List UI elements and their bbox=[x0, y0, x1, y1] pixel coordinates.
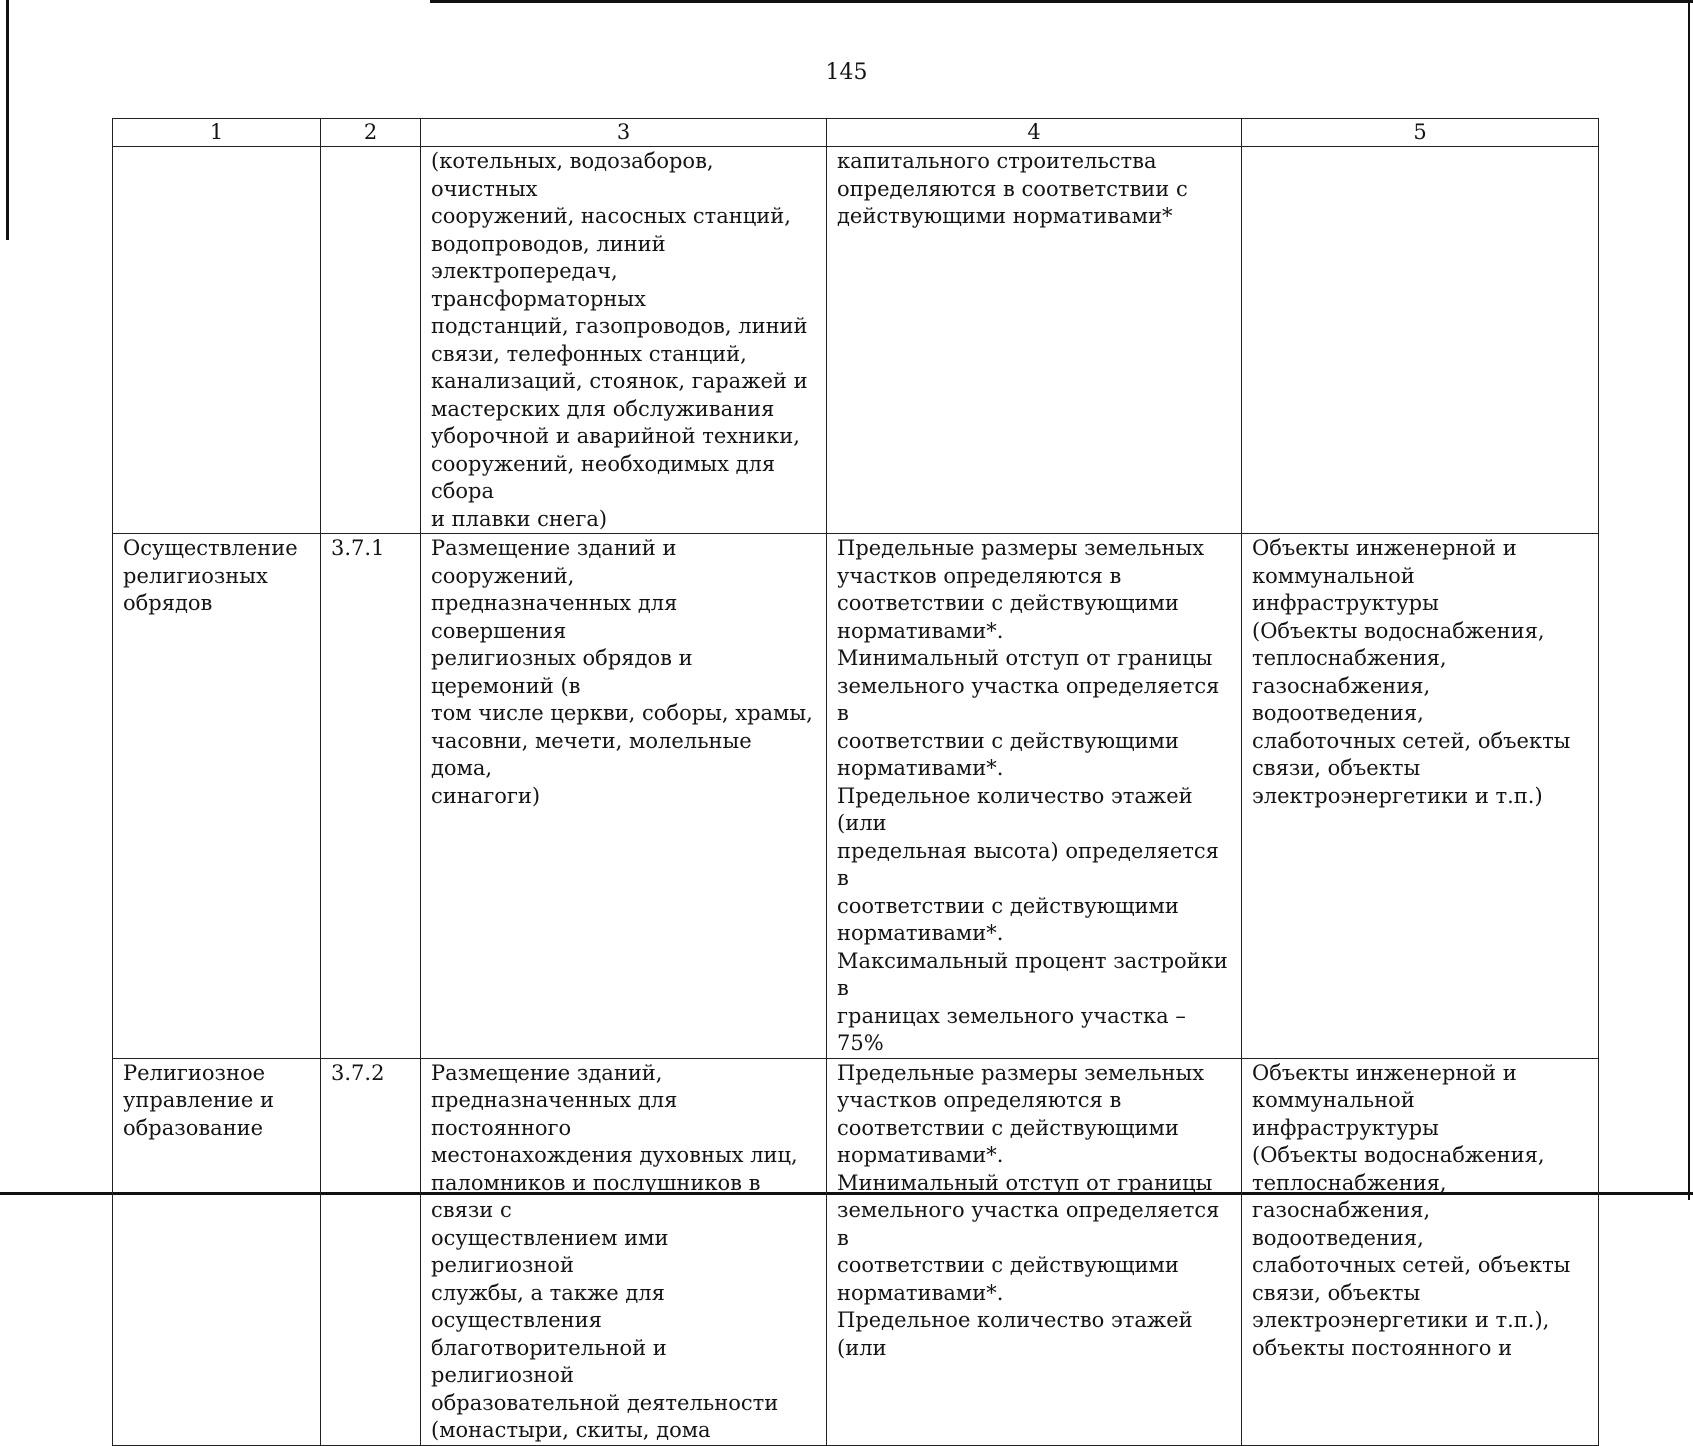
scan-edge-left bbox=[6, 0, 9, 240]
column-header-4: 4 bbox=[827, 119, 1242, 147]
table-row bbox=[113, 1058, 1599, 1445]
column-header-3: 3 bbox=[421, 119, 827, 147]
page-number: 145 bbox=[825, 60, 868, 85]
auxiliary-uses-cell: Объекты инженерной и коммунальной инфраструктуры (Объекты водоснабжения, теплоснабжения, газоснабжения, водоотведения, слаботочных сетей, объекты связи, объекты электроэнергетики и т.п.) bbox=[1242, 534, 1599, 1059]
table-row bbox=[113, 147, 1599, 534]
use-code-cell bbox=[321, 147, 421, 534]
use-description-cell: (котельных, водозаборов, очистных сооружений, насосных станций, водопроводов, линий электропередач, трансформаторных подстанций, газопроводов, линий связи, телефонных станций, канализаций, стоянок, гаражей и мастерских для обслуживания уборочной и аварийной техники, сооружений, необходимых для сбора и плавки снега) bbox=[421, 147, 827, 534]
use-description-cell: Размещение зданий и сооружений, предназначенных для совершения религиозных обрядов и церемоний (в том числе церкви, соборы, храмы, часовни, мечети, молельные дома, синагоги) bbox=[421, 534, 827, 1059]
building-parameters-cell: Предельные размеры земельных участков определяются в соответствии с действующими нормативами*. Минимальный отступ от границы земельного участка определяется в соответствии с действующими нормативами*. Предельное количество этажей (или предельная высота) определяется в соответствии с действующими нормативами*. Максимальный процент застройки в границах земельного участка – 75% bbox=[827, 534, 1242, 1059]
auxiliary-uses-cell: Объекты инженерной и коммунальной инфраструктуры (Объекты водоснабжения, теплоснабжения, газоснабжения, водоотведения, слаботочных сетей, объекты связи, объекты электроэнергетики и т.п.), объекты постоянного и bbox=[1242, 1058, 1599, 1445]
use-code-cell: 3.7.1 bbox=[321, 534, 421, 1059]
scan-edge-top bbox=[430, 0, 1693, 3]
use-description-cell: Размещение зданий, предназначенных для постоянного местонахождения духовных лиц, паломников и послушников в связи с осуществлением ими религиозной службы, а также для осуществления благотворительной и религиозной образовательной деятельности (монастыри, скиты, дома bbox=[421, 1058, 827, 1445]
use-name-cell bbox=[113, 147, 321, 534]
use-name-cell: Осуществление религиозных обрядов bbox=[113, 534, 321, 1059]
auxiliary-uses-cell bbox=[1242, 147, 1599, 534]
building-parameters-cell: Предельные размеры земельных участков определяются в соответствии с действующими нормативами*. Минимальный отступ от границы земельного участка определяется в соответствии с действующими нормативами*. Предельное количество этажей (или bbox=[827, 1058, 1242, 1445]
building-parameters-cell: капитального строительства определяются в соответствии с действующими нормативами* bbox=[827, 147, 1242, 534]
scan-edge-right bbox=[1688, 0, 1690, 1200]
table-row bbox=[113, 534, 1599, 1059]
column-header-5: 5 bbox=[1242, 119, 1599, 147]
table-header-row bbox=[113, 119, 1599, 147]
column-header-2: 2 bbox=[321, 119, 421, 147]
use-name-cell: Религиозное управление и образование bbox=[113, 1058, 321, 1445]
use-code-cell: 3.7.2 bbox=[321, 1058, 421, 1445]
land-use-table bbox=[112, 118, 1599, 1446]
column-header-1: 1 bbox=[113, 119, 321, 147]
